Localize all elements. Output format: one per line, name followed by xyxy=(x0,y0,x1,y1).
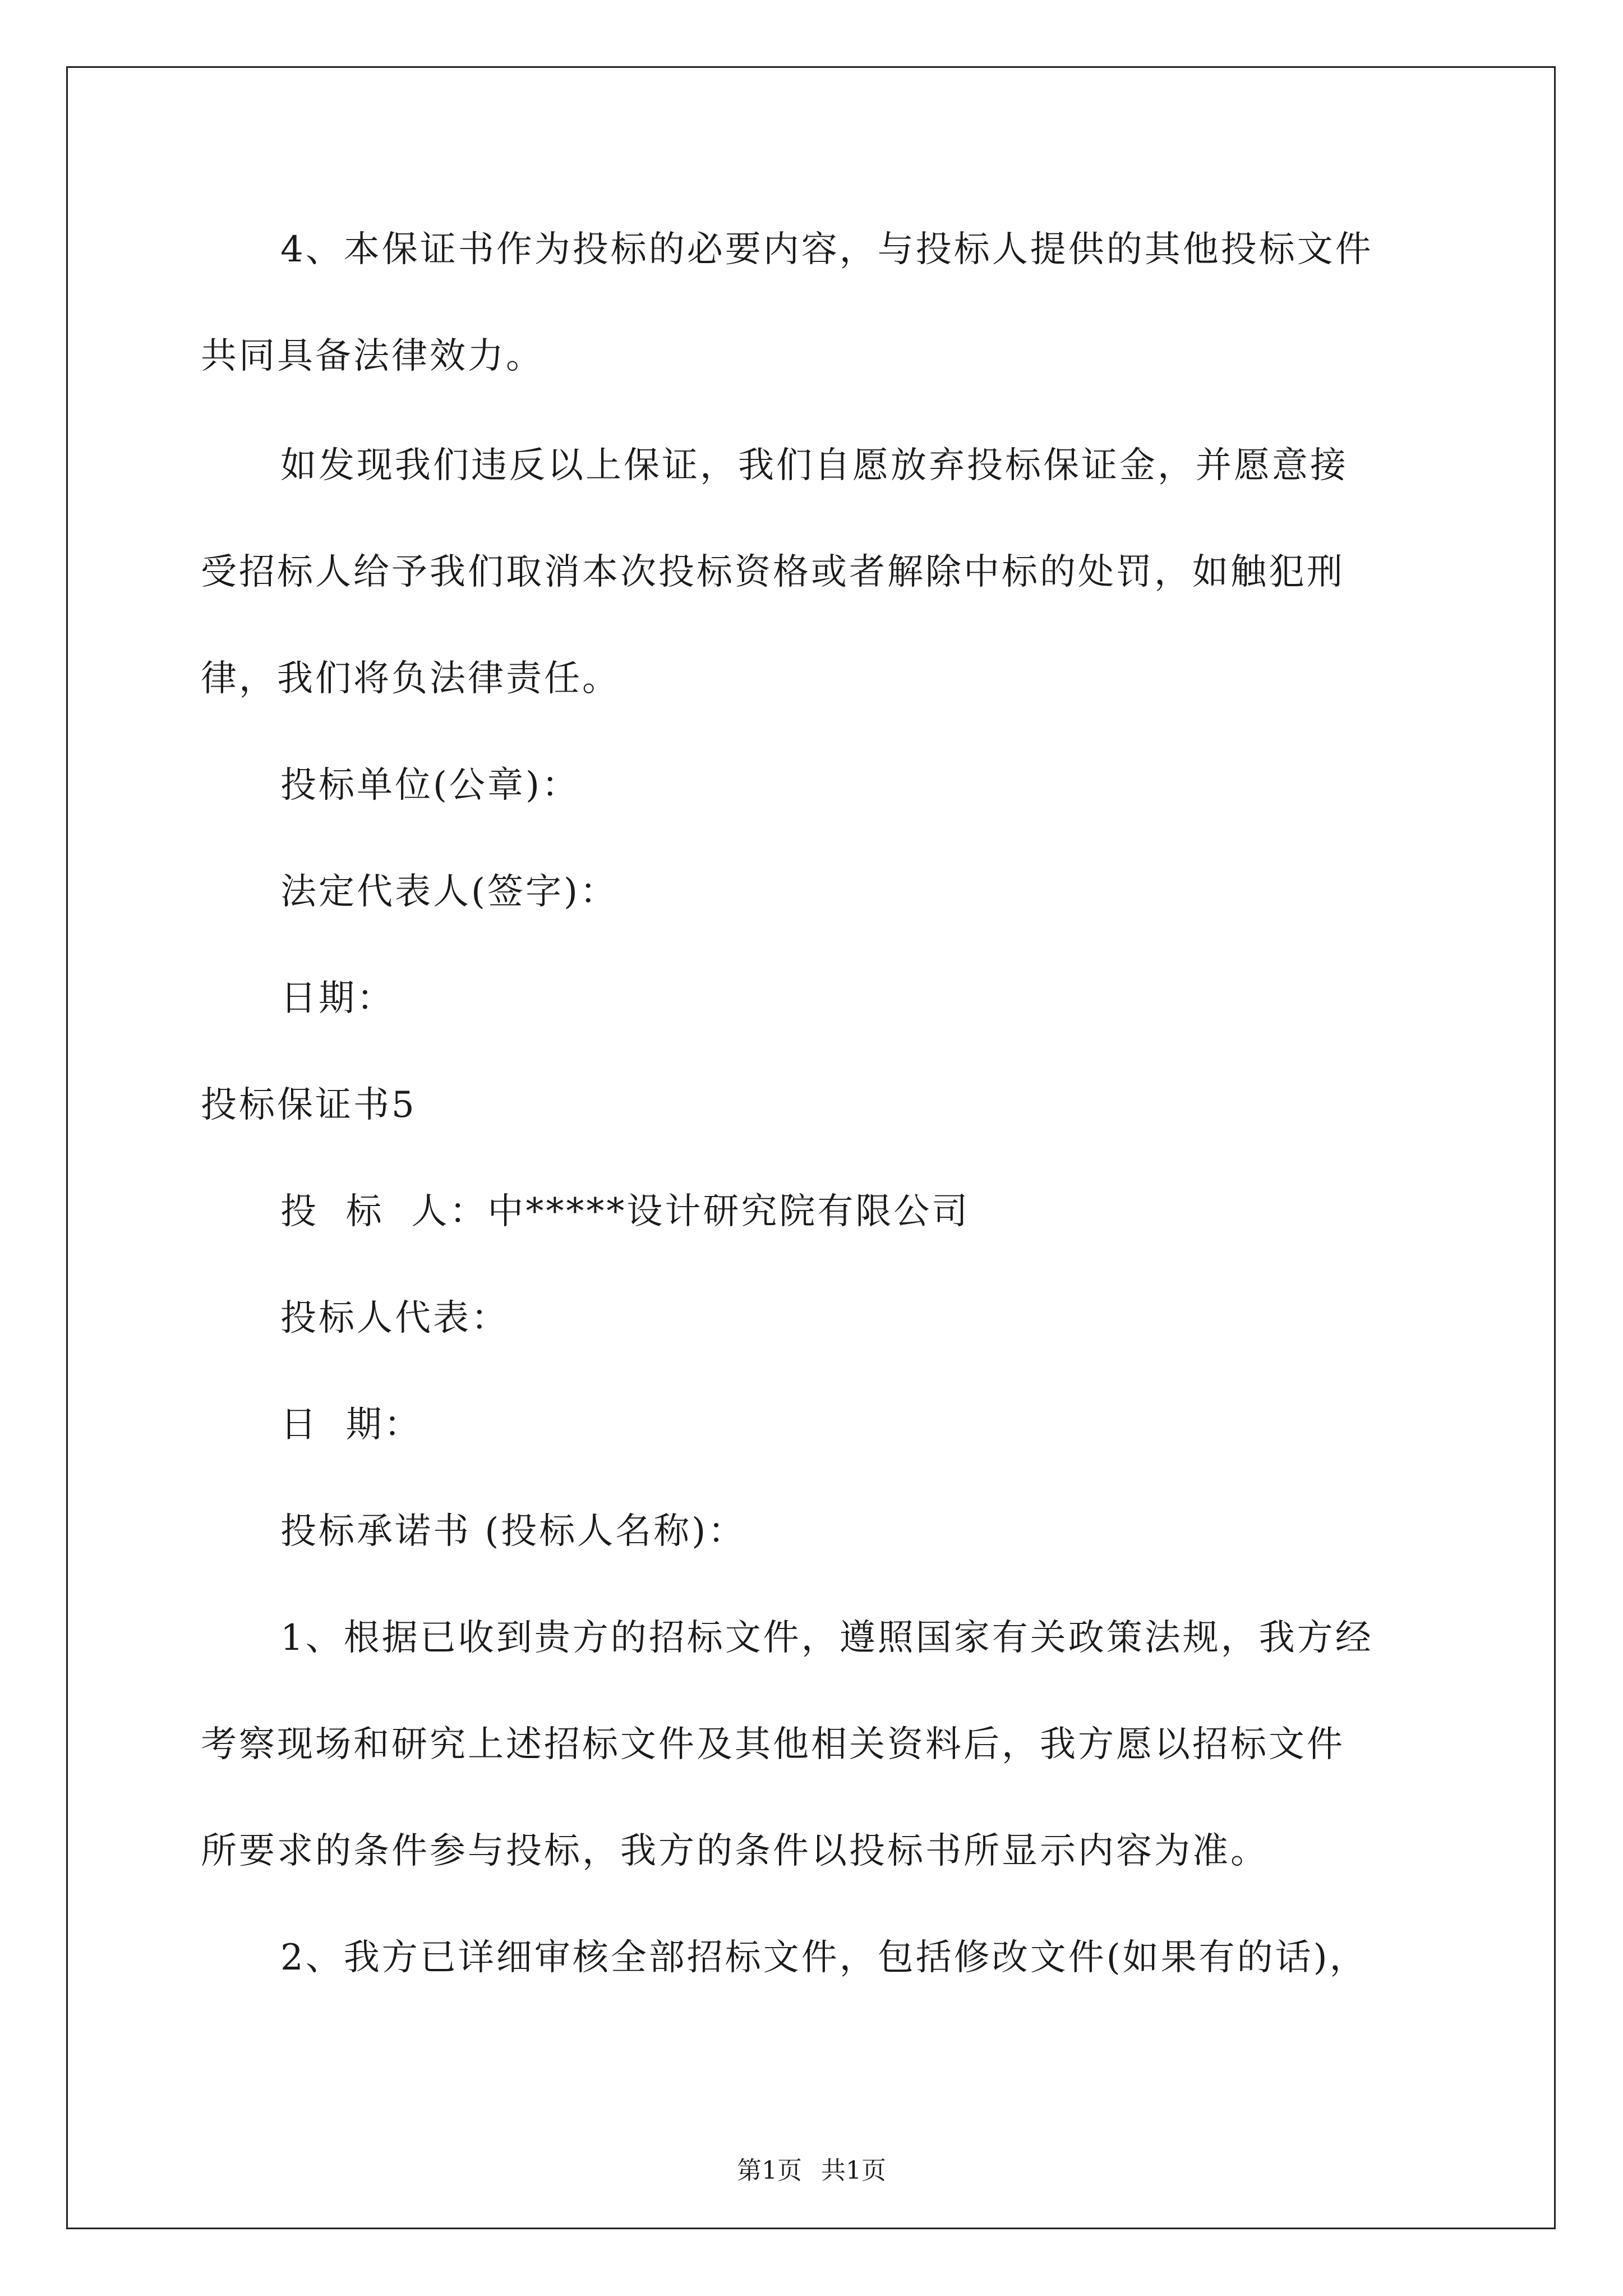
paragraph-line: 共同具备法律效力。 xyxy=(201,335,544,377)
paragraph-line: 2、我方已详细审核全部招标文件，包括修改文件(如果有的话)， xyxy=(280,1937,1368,1978)
paragraph-line: 律，我们将负法律责任。 xyxy=(201,658,620,700)
paragraph-line: 如发现我们违反以上保证，我们自愿放弃投标保证金，并愿意接 xyxy=(280,445,1348,486)
date-line: 日 期： xyxy=(280,1404,422,1446)
signature-field-date: 日期： xyxy=(280,978,395,1019)
page-border xyxy=(66,66,1556,2229)
commitment-heading: 投标承诺书 (投标人名称)： xyxy=(280,1511,746,1552)
paragraph-line: 1、根据已收到贵方的招标文件，遵照国家有关政策法规，我方经 xyxy=(280,1617,1373,1659)
signature-field-representative: 法定代表人(签字)： xyxy=(280,871,618,913)
page-number: 第1页 xyxy=(737,2156,802,2185)
paragraph-line: 考察现场和研究上述招标文件及其他相关资料后，我方愿以招标文件 xyxy=(201,1724,1345,1765)
section-heading: 投标保证书5 xyxy=(201,1084,417,1126)
bidder-line: 投 标 人：中*****设计研究院有限公司 xyxy=(280,1191,970,1232)
page-footer xyxy=(0,2155,1623,2187)
signature-field-unit: 投标单位(公章)： xyxy=(280,765,580,806)
paragraph-line: 所要求的条件参与投标，我方的条件以投标书所显示内容为准。 xyxy=(201,1830,1269,1872)
paragraph-line: 受招标人给予我们取消本次投标资格或者解除中标的处罚，如触犯刑 xyxy=(201,551,1345,593)
paragraph-line: 4、本保证书作为投标的必要内容，与投标人提供的其他投标文件 xyxy=(280,229,1373,270)
bidder-representative-line: 投标人代表： xyxy=(280,1297,509,1339)
page-total: 共1页 xyxy=(821,2156,886,2185)
